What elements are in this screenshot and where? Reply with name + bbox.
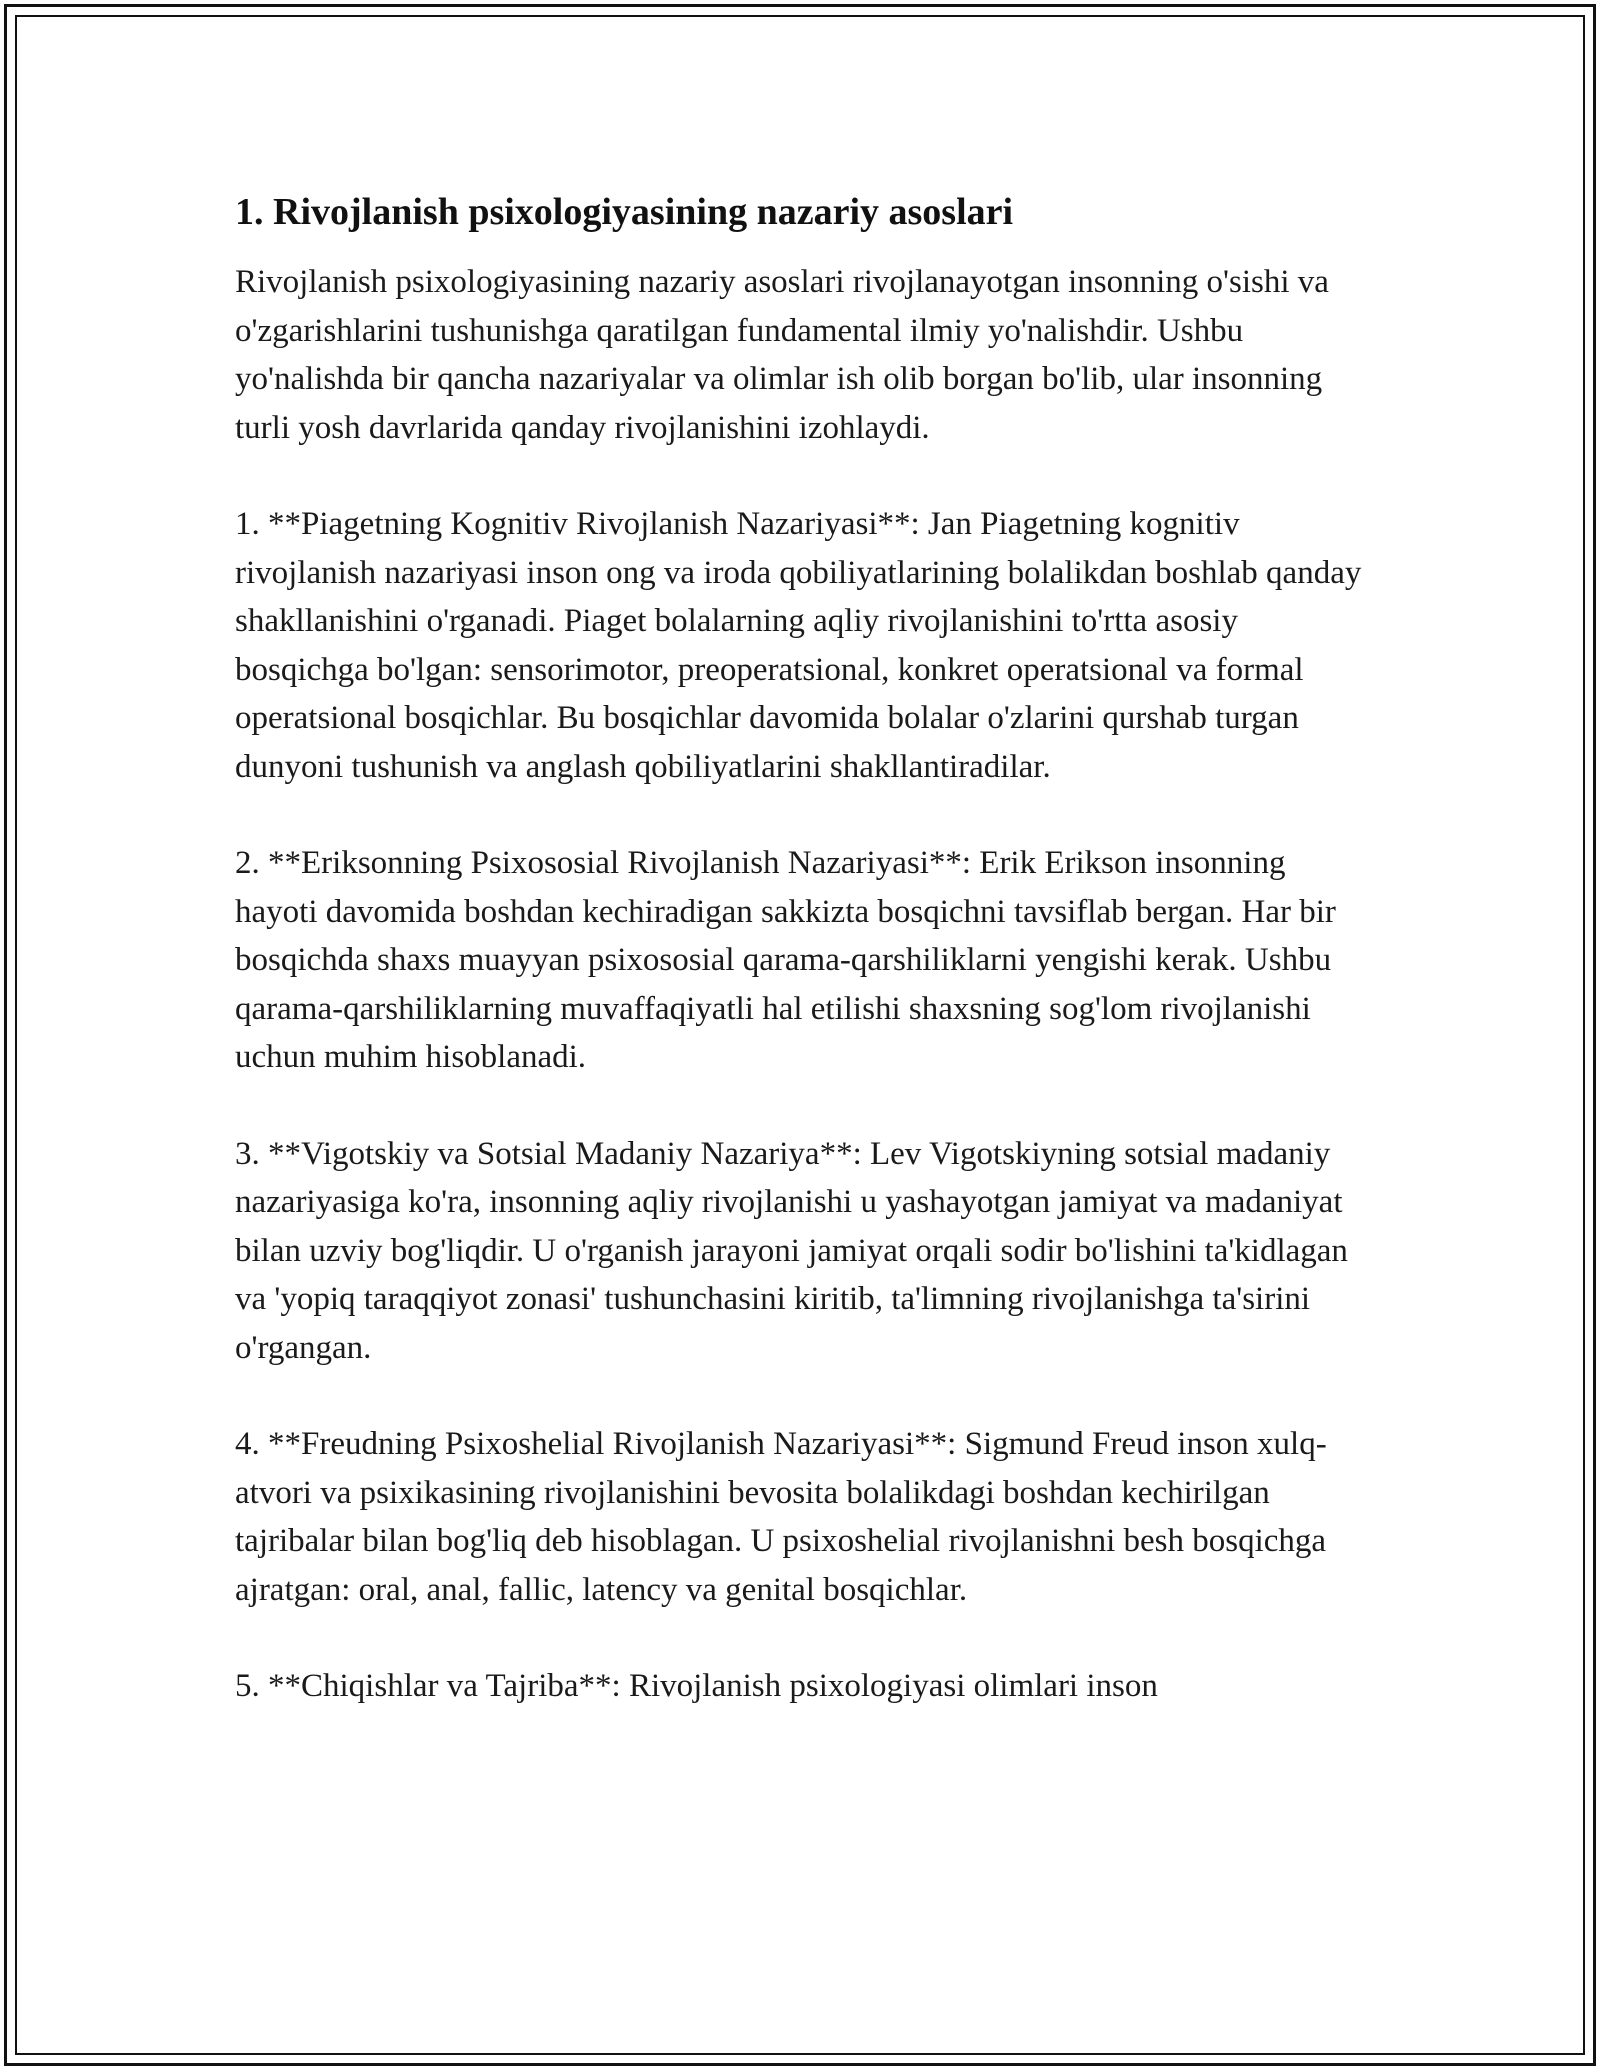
paragraph-vygotsky: 3. **Vigotskiy va Sotsial Madaniy Nazariya**: Lev Vigotskiyning sotsial madaniy nazariyasiga ko'ra, insonning aqliy rivojlanishi u yashayotgan jamiyat va madaniyat bilan uzviy bog'liqdir. U o'rganish jarayoni jamiyat orqali sodir bo'lishini ta'kidlagan va 'yopiq taraqqiyot zonasi' tushunchasini kiritib, ta'limning rivojlanishga ta'sirini o'rgangan. <box>235 1135 1348 1366</box>
paragraph-erikson: 2. **Eriksonning Psixososial Rivojlanish Nazariyasi**: Erik Erikson insonning hayoti davomida boshdan kechiradigan sakkizta bosqichni tavsiflab bergan. Har bir bosqichda shaxs muayyan psixososial qarama-qarshiliklarni yengishi kerak. Ushbu qarama-qarshiliklarning muvaffaqiyatli hal etilishi shaxsning sog'lom rivojlanishi uchun muhim hisoblanadi. <box>235 845 1336 1075</box>
paragraph-piaget: 1. **Piagetning Kognitiv Rivojlanish Nazariyasi**: Jan Piagetning kognitiv rivojlanish nazariyasi inson ong va iroda qobiliyatlarining bolalikdan boshlab qanday shakllanishini o'rganadi. Piaget bolalarning aqliy rivojlanishini to'rtta asosiy bosqichga bo'lgan: sensorimotor, preoperatsional, konkret operatsional va formal operatsional bosqichlar. Bu bosqichlar davomida bolalar o'zlarini qurshab turgan dunyoni tushunish va anglash qobiliyatlarini shakllantiradilar. <box>235 506 1362 785</box>
paragraph-intro: Rivojlanish psixologiyasining nazariy asoslari rivojlanayotgan insonning o'sishi va o'zgarishlarini tushunishga qaratilgan fundamental ilmiy yo'nalishdir. Ushbu yo'nalishda bir qancha nazariyalar va olimlar ish olib borgan bo'lib, ular insonning turli yosh davrlarida qanday rivojlanishini izohlaydi. <box>235 264 1329 446</box>
document-title: 1. Rivojlanish psixologiyasining nazariy asoslari <box>235 191 1014 233</box>
document-body <box>235 188 1375 1759</box>
paragraph-experience: 5. **Chiqishlar va Tajriba**: Rivojlanish psixologiyasi olimlari inson <box>235 1668 1158 1704</box>
paragraph-freud: 4. **Freudning Psixoshelial Rivojlanish Nazariyasi**: Sigmund Freud inson xulq-atvori va psixikasining rivojlanishini bevosita bolalikdagi boshdan kechirilgan tajribalar bilan bog'liq deb hisoblagan. U psixoshelial rivojlanishni besh bosqichga ajratgan: oral, anal, fallic, latency va genital bosqichlar. <box>235 1426 1327 1608</box>
